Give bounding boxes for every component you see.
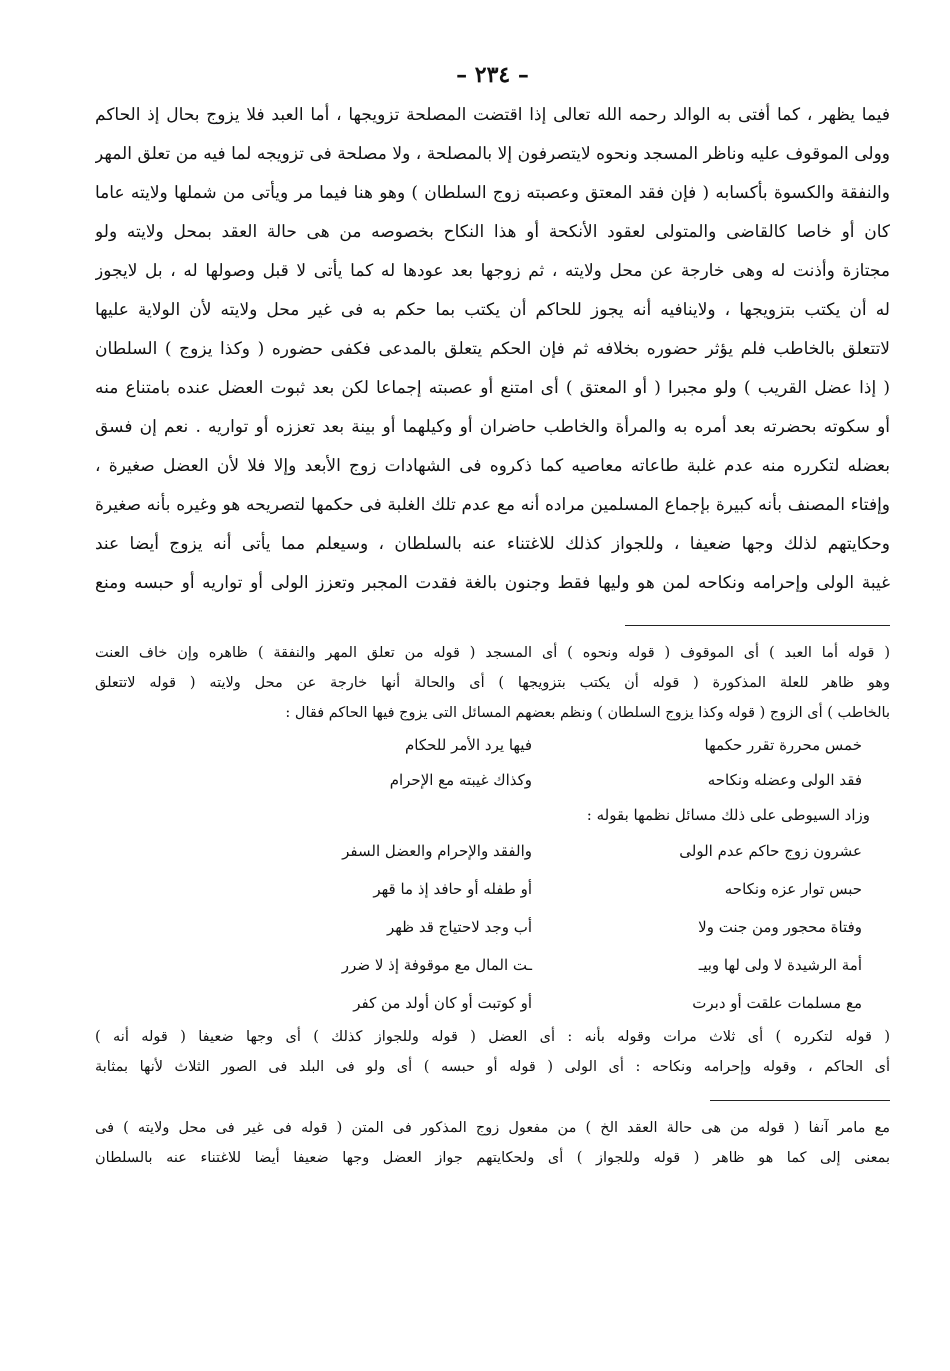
- verse-second-hemistich: أب وجد لاحتياج قد ظهر: [386, 918, 532, 936]
- verse-group: [95, 832, 890, 1022]
- commentary-end: [95, 1022, 890, 1082]
- main-line: بعضله لتكرره منه عدم غلبة طاعاته معاصيه كما ذكروه فى الشهادات زوج الأبعد وإلا فلا لأن العضل صغيرة ،: [95, 456, 890, 476]
- verse-group: [95, 728, 890, 798]
- verse-second-hemistich: ـت المال مع موقوفة إذ لا ضرر: [341, 956, 532, 974]
- verse-line: [95, 832, 890, 870]
- main-line: وولى الموقوف عليه وناظر المسجد ونحوه لايتصرفون إلا بالمصلحة ، ولا مصلحة فى تزويجه لما فيه من تعلق المهر: [95, 144, 890, 164]
- verse-second-hemistich: فيها يرد الأمر للحكام: [404, 736, 532, 754]
- verse-line: [95, 870, 890, 908]
- footnote: [95, 1113, 890, 1173]
- verse-line: [95, 984, 890, 1022]
- commentary-line: وهو ظاهر للعلة المذكورة ( قوله أن يكتب بتزويجها ) أى والحالة أنها خارجة عن محل ولايته ( قوله لاتتعلق: [95, 675, 890, 691]
- verse-first-hemistich: فقد الولى وعضله ونكاحه: [707, 771, 862, 789]
- separator-rule: [625, 625, 890, 626]
- main-line: والنفقة والكسوة بأكسابه ( فإن فقد المعتق وعصبته زوج السلطان ) وهو هنا فيما مر ويأتى من شملها ولايته عاما: [95, 183, 890, 203]
- verse-line: [95, 946, 890, 984]
- commentary-line: ( قوله لتكرره ) أى ثلاث مرات وقوله بأنه : أى العضل ( قوله وللجواز كذلك ) أى وجها ضعيفا ( قوله أنه ): [95, 1029, 890, 1045]
- main-line: وحكايتهم لذلك وجها ضعيفا ، وللجواز كذلك للاغتناء عنه بالسلطان ، وسيعلم مما يأتى أنه يزوج أيضا عند: [95, 534, 890, 554]
- main-line: غيبة الولى وإحرامه ونكاحه لمن هو وليها فقط وجنون بالغة فقدت المجبر وتعزز الولى أو تواريه أو حبسه ومنع: [95, 573, 890, 593]
- main-line: مجتازة وأذنت له وهى خارجة عن محل ولايته ، ثم زوجها بعد عودها له كما يأتى لا قبل وصولها له ، بل لايجوز: [95, 261, 890, 281]
- verse-second-hemistich: أو طفله أو حافد إذ ما قهر: [373, 880, 532, 898]
- verse-second-hemistich: والفقد والإحرام والعضل السفر: [342, 842, 532, 860]
- verse-line: [95, 908, 890, 946]
- verse-intro: وزاد السيوطى على ذلك مسائل نظمها بقوله :: [586, 806, 870, 824]
- commentary: [95, 638, 890, 728]
- footnote-rule: [710, 1100, 890, 1101]
- verse-first-hemistich: وفتاة محجور ومن جنت ولا: [698, 918, 862, 936]
- footnote-line: مع مامر آنفا ( قوله من هى حالة العقد الخ ) من مفعول زوج المذكور فى المتن ( قوله فى غير فى محل ولايته ) فى: [95, 1120, 890, 1136]
- main-line: أو سكوته بحضرته بعد أمره به والمرأة والخاطب حاضران أو وكيلهما أو بينة بعد تعززه أو تواريه . نعم إن فسق: [95, 417, 890, 437]
- commentary-line: أى الحاكم ، وقوله وإحرامه ونكاحه : أى الولى ( قوله أو حبسه ) أى ولو فى البلد فى الصور الثلاث لأنها بمثابة: [95, 1059, 890, 1075]
- main-line: له أن يكتب بتزويجها ، ولاينافيه أنه يجوز للحاكم أن يكتب بما حكم به فى غير محل ولايته لأن الولاية عليها: [95, 300, 890, 320]
- verse-second-hemistich: أو كوتبت أو كان أولد من كفر: [353, 994, 532, 1012]
- book-page: [95, 60, 890, 1350]
- page-number: – ٢٣٤ –: [456, 62, 529, 88]
- commentary-line: بالخاطب ) أى الزوج ( قوله وكذا يزوج السلطان ) ونظم بعضهم المسائل التى يزوج فيها الحاكم فقال :: [285, 705, 890, 721]
- main-text: [95, 96, 890, 603]
- footnote-line: بمعنى إلى كما هو ظاهر ( قوله وللجواز ) أى ولحكايتهم جواز العضل وجها ضعيفا أيضا للاغتناء عنه بالسلطان: [95, 1150, 890, 1166]
- verse-first-hemistich: أمة الرشيدة لا ولى لها وبيـ: [698, 956, 862, 974]
- verse-first-hemistich: حبس توار عزه ونكاحه: [724, 880, 862, 898]
- verse-first-hemistich: عشرون زوج حاكم عدم الولى: [679, 842, 862, 860]
- verse-line: [95, 763, 890, 798]
- main-line: ( إذا عضل القريب ) ولو مجبرا ( أو المعتق ) أى امتنع أو عصبته إجماعا لكن بعد ثبوت العضل عنده بامتناع منه: [95, 378, 890, 398]
- verse-first-hemistich: مع مسلمات علقت أو دبرت: [692, 994, 862, 1012]
- verse-first-hemistich: خمس محررة تقرر حكمها: [704, 736, 862, 754]
- main-line: وإفتاء المصنف بأنه كبيرة بإجماع المسلمين مراده أنه مع عدم تلك الغلبة فى حكمها لتصريحه هو وغيره بأنه صغيرة: [95, 495, 890, 515]
- main-line: فيما يظهر ، كما أفتى به الوالد رحمه الله تعالى إذا اقتضت المصلحة تزويجها ، أما العبد فلا يزوج بحال إذ الحاكم: [95, 105, 890, 125]
- commentary-line: ( قوله أما العبد ) أى الموقوف ( قوله ونحوه ) أى المسجد ( قوله من تعلق المهر والنفقة ) ظاهره وإن خاف العنت: [95, 645, 890, 661]
- verse-line: [95, 728, 890, 763]
- main-line: كان أو خاصا كالقاضى والمتولى لعقود الأنكحة أو هذا النكاح بخصوصه من هى حالة العقد بمحل ولايته ولو: [95, 222, 890, 242]
- verse-second-hemistich: وكذاك غيبته مع الإحرام: [389, 771, 532, 789]
- main-line: لاتتعلق بالخاطب فلم يؤثر حضوره بخلافه ثم فإن الحكم يتعلق بالمدعى فكفى حضوره ( وكذا يزوج ) السلطان: [95, 339, 890, 359]
